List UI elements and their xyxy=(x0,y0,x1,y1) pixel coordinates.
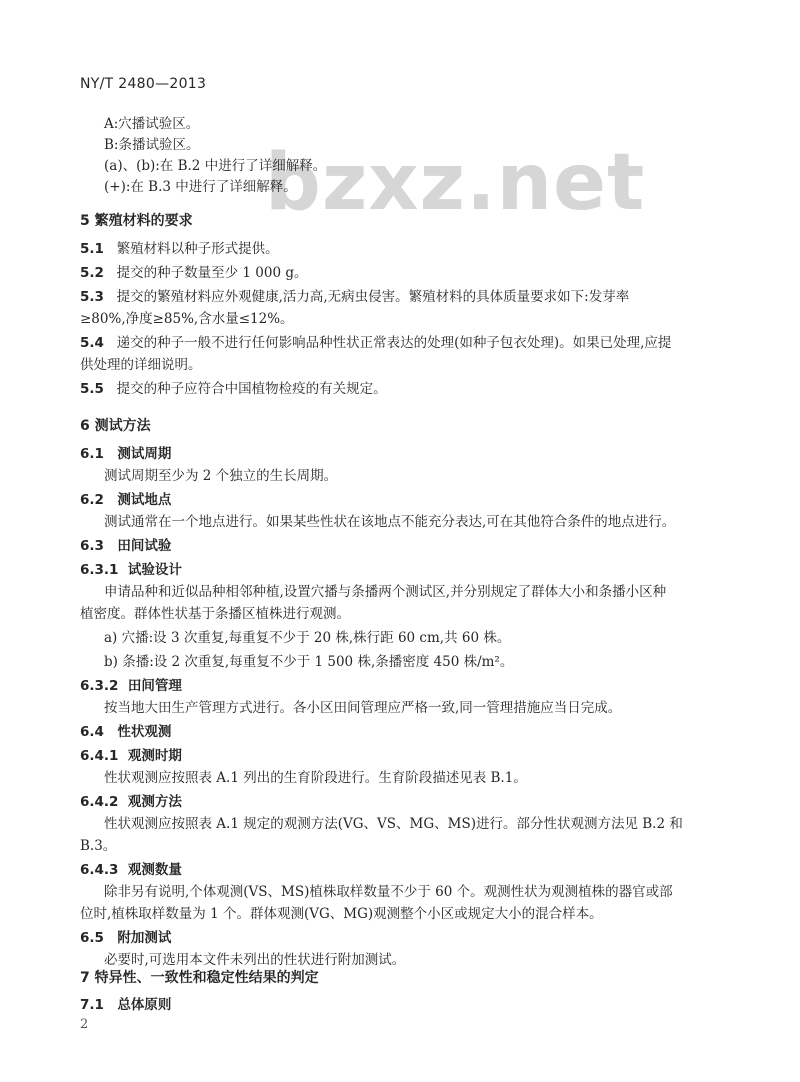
clause-6-3-heading: 6.3 田间试验 xyxy=(80,538,172,554)
clause-6-5-heading: 6.5 附加测试 xyxy=(80,930,172,946)
clause-5-4-cont: 供处理的详细说明。 xyxy=(80,357,202,373)
clause-6-4-3-text-cont: 位时,植株取样数量为 1 个。群体观测(VG、MG)观测整个小区或规定大小的混合样本。 xyxy=(80,906,603,922)
clause-5-3: 5.3 提交的繁殖材料应外观健康,活力高,无病虫侵害。繁殖材料的具体质量要求如下:发芽率 xyxy=(80,289,630,305)
clause-5-5: 5.5 提交的种子应符合中国植物检疫的有关规定。 xyxy=(80,381,387,397)
clause-6-3-2-heading: 6.3.2 田间管理 xyxy=(80,678,182,694)
section-7-title: 7 特异性、一致性和稳定性结果的判定 xyxy=(80,970,319,986)
clause-5-2: 5.2 提交的种子数量至少 1 000 g。 xyxy=(80,265,308,281)
page-number: 2 xyxy=(80,1017,89,1032)
clause-6-4-1-heading: 6.4.1 观测时期 xyxy=(80,748,182,764)
clause-6-2-text: 测试通常在一个地点进行。如果某些性状在该地点不能充分表达,可在其他符合条件的地点进行。 xyxy=(104,514,676,530)
clause-5-3-cont: ≥80%,净度≥85%,含水量≤12%。 xyxy=(80,311,294,327)
clause-6-3-1-text-cont: 植密度。群体性状基于条播区植株进行观测。 xyxy=(80,606,350,622)
clause-6-4-2-text-cont: B.3。 xyxy=(80,838,117,854)
list-item-a: a) 穴播:设 3 次重复,每重复不少于 20 株,株行距 60 cm,共 60 株。 xyxy=(104,630,511,646)
legend-line: B:条播试验区。 xyxy=(104,137,200,153)
clause-5-4: 5.4 递交的种子一般不进行任何影响品种性状正常表达的处理(如种子包衣处理)。如果已处理,应提 xyxy=(80,335,672,351)
clause-6-4-3-heading: 6.4.3 观测数量 xyxy=(80,862,182,878)
clause-6-4-3-text: 除非另有说明,个体观测(VS、MS)植株取样数量不少于 60 个。观测性状为观测植株的器官或部 xyxy=(104,884,673,900)
legend-line: (+):在 B.3 中进行了详细解释。 xyxy=(104,179,297,195)
standard-number: NY/T 2480—2013 xyxy=(80,76,207,92)
section-6-title: 6 测试方法 xyxy=(80,418,151,434)
clause-6-5-text: 必要时,可选用本文件未列出的性状进行附加测试。 xyxy=(104,952,406,968)
legend-line: A:穴播试验区。 xyxy=(104,116,200,132)
clause-6-2-heading: 6.2 测试地点 xyxy=(80,492,172,508)
clause-7-1-heading: 7.1 总体原则 xyxy=(80,997,172,1013)
clause-6-4-2-text: 性状观测应按照表 A.1 规定的观测方法(VG、VS、MG、MS)进行。部分性状观测方法见 B.2 和 xyxy=(104,816,683,832)
clause-6-3-1-heading: 6.3.1 试验设计 xyxy=(80,562,182,578)
clause-6-4-1-text: 性状观测应按照表 A.1 列出的生育阶段进行。生育阶段描述见表 B.1。 xyxy=(104,770,527,786)
list-item-b: b) 条播:设 2 次重复,每重复不少于 1 500 株,条播密度 450 株/m²。 xyxy=(104,654,514,670)
section-5-title: 5 繁殖材料的要求 xyxy=(80,213,193,229)
clause-6-1-heading: 6.1 测试周期 xyxy=(80,446,172,462)
legend-line: (a)、(b):在 B.2 中进行了详细解释。 xyxy=(104,158,327,174)
clause-6-3-1-text: 申请品种和近似品种相邻种植,设置穴播与条播两个测试区,并分别规定了群体大小和条播小区种 xyxy=(104,584,667,600)
clause-6-4-2-heading: 6.4.2 观测方法 xyxy=(80,794,182,810)
watermark: bzxz.net xyxy=(265,138,646,228)
clause-6-4-heading: 6.4 性状观测 xyxy=(80,724,172,740)
clause-5-1: 5.1 繁殖材料以种子形式提供。 xyxy=(80,241,279,257)
clause-6-3-2-text: 按当地大田生产管理方式进行。各小区田间管理应严格一致,同一管理措施应当日完成。 xyxy=(104,700,622,716)
clause-6-1-text: 测试周期至少为 2 个独立的生长周期。 xyxy=(104,468,338,484)
